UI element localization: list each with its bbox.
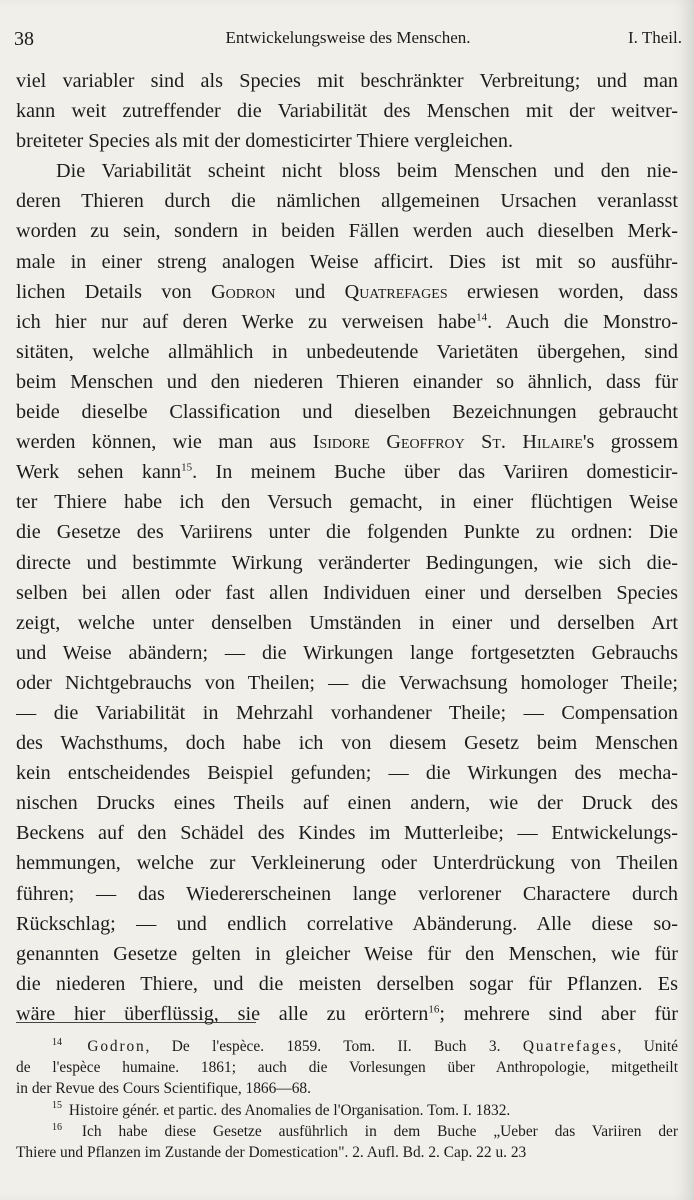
footnote-divider <box>16 1022 256 1023</box>
author-name: Quatrefages <box>344 280 448 303</box>
text-line: des Wachsthums, doch habe ich von diesem Gesetz beim Menschen <box>16 732 678 755</box>
text-line: sitäten, welche allmählich in unbedeutende Varietäten übergehen, sind <box>16 340 678 363</box>
footnote-line: Thiere und Pflanzen im Zustande der Domestication". 2. Aufl. Bd. 2. Cap. 22 u. 23 <box>16 1143 527 1161</box>
running-header <box>14 20 682 54</box>
text-line: worden zu sein, sondern in beiden Fällen werden auch dieselben Merk- <box>16 220 678 243</box>
footnote-number: 15 <box>52 1100 62 1112</box>
running-title: Entwickelungsweise des Menschen. <box>225 28 471 47</box>
text-line: breiteter Species als mit der domesticirter Thiere vergleichen. <box>16 130 514 153</box>
text-line: führen; — das Wiedererscheinen lange verlorener Charactere durch <box>16 882 678 905</box>
text-line: deren Thieren durch die nämlichen allgemeinen Ursachen veranlasst <box>16 190 678 213</box>
text-line: die Gesetze des Variirens unter die folgenden Punkte zu ordnen: Die <box>16 521 678 544</box>
text-line: ter Thiere habe ich den Versuch gemacht, in einer flüchtigen Weise <box>16 491 678 514</box>
text-line: die niederen Thiere, und die meisten derselben sogar für Pflanzen. Es <box>16 972 678 995</box>
footnotes <box>16 1036 678 1163</box>
text-line: male in einer streng analogen Weise afficirt. Dies ist mit so ausführ- <box>16 250 678 273</box>
text-line: Rückschlag; — und endlich correlative Abänderung. Alle diese so- <box>16 912 678 935</box>
body-text <box>16 66 678 1029</box>
footnote-15: $^{15}$ Histoire génér. et partic. des Anomalies de l'Organisation. Tom. I. 1832. <box>52 1100 511 1119</box>
text-line: beide dieselbe Classification und dieselben Bezeichnungen gebraucht <box>16 401 678 424</box>
text-line: viel variabler sind als Species mit beschränkter Verbreitung; und man <box>16 70 678 92</box>
text-line: lichen Details von Godron und Quatrefages erwiesen worden, dass <box>16 280 678 303</box>
text-line: kein entscheidendes Beispiel gefunden; — die Wirkungen des mecha- <box>16 762 678 785</box>
text-line: Beckens auf den Schädel des Kindes im Mutterleibe; — Entwickelungs- <box>16 822 678 845</box>
footnote-number: 16 <box>52 1121 62 1133</box>
footnote-line: de l'espèce humaine. 1861; auch die Vorlesungen über Anthropologie, mitgetheilt <box>16 1059 678 1077</box>
text-line: selben bei allen oder fast allen Individuen einer und derselben Species <box>16 581 678 604</box>
author-name: Quatrefages <box>522 1038 618 1055</box>
text-line: werden können, wie man aus Isidore Geoffroy St. Hilaire's grossem <box>16 431 678 454</box>
footnote-ref: 16 <box>428 1003 440 1016</box>
footnote-ref: 14 <box>476 311 488 324</box>
text-line: nischen Drucks eines Theils auf einen andern, wie der Druck des <box>16 792 678 815</box>
text-line: oder Nichtgebrauchs von Theilen; — die Verwachsung homologer Theile; <box>16 671 678 694</box>
author-name: Godron <box>211 280 276 303</box>
author-name: Isidore Geoffroy St. Hilaire <box>312 431 583 454</box>
footnote-16: $^{16}$ Ich habe diese Gesetze ausführlich in dem Buche „Ueber das Variiren der <box>52 1121 678 1140</box>
text-line: wäre hier überflüssig, sie alle zu erörtern$^{16}$; mehrere sind aber für <box>16 1002 678 1025</box>
text-line: Werk sehen kann$^{15}$. In meinem Buche über das Variiren domesticir- <box>16 461 678 484</box>
footnote-14: $^{14}$ Godron, De l'espèce. 1859. Tom. II. Buch 3. Quatrefages, Unité <box>52 1036 678 1055</box>
page-number: 38 <box>14 28 34 50</box>
text-line: beim Menschen und den niederen Thieren einander so ähnlich, dass für <box>16 370 678 393</box>
footnote-ref: 15 <box>181 461 193 474</box>
author-name: Godron <box>87 1038 146 1055</box>
text-line: directe und bestimmte Wirkung veränderter Bedingungen, wie sich die- <box>16 551 678 574</box>
text-line: — die Variabilität in Mehrzahl vorhandener Theile; — Compensation <box>16 701 678 724</box>
text-line: ich hier nur auf deren Werke zu verweisen habe$^{14}$. Auch die Monstro- <box>16 310 678 333</box>
text-line: und Weise abändern; — die Wirkungen lange fortgesetzten Gebrauchs <box>16 641 678 664</box>
text-line: zeigt, welche unter denselben Umständen in einer und derselben Art <box>16 611 678 634</box>
text-line: kann weit zutreffender die Variabilität des Menschen mit der weitver- <box>16 100 678 123</box>
footnote-line: in der Revue des Cours Scientifique, 1866—68. <box>16 1080 311 1098</box>
text-line: hemmungen, welche zur Verkleinerung oder Unterdrückung von Theilen <box>16 852 678 875</box>
footnote-number: 14 <box>52 1036 62 1048</box>
text-line: genannten Gesetze gelten in gleicher Weise für den Menschen, wie für <box>16 942 678 965</box>
text-line: Die Variabilität scheint nicht bloss beim Menschen und den nie- <box>56 160 678 183</box>
part-label: I. Theil. <box>628 28 682 47</box>
